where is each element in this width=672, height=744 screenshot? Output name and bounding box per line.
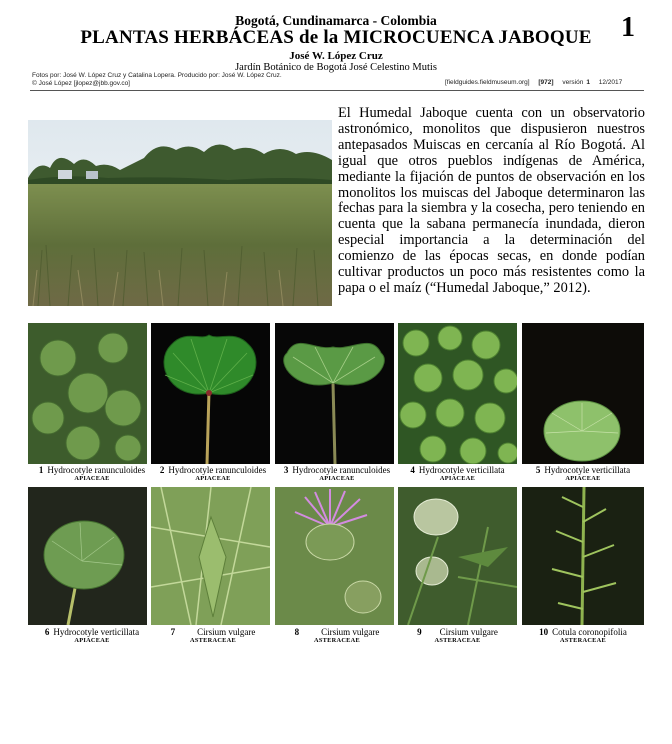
intro-paragraph: El Humedal Jaboque cuenta con un observatorio astronómico, monolitos que dispusieron nuestros antepasados Muiscas en cercanía al Río Bogotá. Al igual que otros pueblos indígenas de América, mediante la fijación de puntos de observación en los monolitos los muiscas del Jaboque determinaron las fechas para la siembra y la cosecha, pero teniendo en cuenta que la sabana permanecía inundada, dieron especial importancia a la determinación del comienzo de las épocas secas, en donde podían cultivar productos un poco más resistentes como la papa o el maíz (“Humedal Jaboque,” 2012). — [338, 105, 645, 296]
species-name: Hydrocotyle verticillata — [418, 465, 505, 475]
site-label: [fieldguides.fieldmuseum.org] — [445, 79, 530, 86]
family-8: ASTERACEAE — [313, 637, 361, 644]
species-name: Hydrocotyle ranunculoides — [168, 465, 267, 475]
institution: Jardín Botánico de Bogotá José Celestino Mutis — [235, 62, 437, 73]
page-title: PLANTAS HERBÁCEAS de la MICROCUENCA JABOQUE — [80, 27, 592, 48]
family-1: APIACEAE — [74, 475, 110, 482]
species-name: Hydrocotyle verticillata — [53, 627, 140, 637]
caption-5: 5 Hydrocotyle verticillata — [535, 465, 631, 475]
plant-photo-9 — [398, 487, 517, 625]
family-3: APIACEAE — [319, 475, 355, 482]
caption-7: 7 Cirsium vulgare — [170, 627, 256, 637]
photo-credits — [32, 72, 282, 88]
caption-9: 9 Cirsium vulgare — [417, 627, 498, 637]
date: 12/2017 — [598, 79, 623, 86]
species-name: Cirsium vulgare — [197, 627, 256, 637]
plant-photo-7 — [151, 487, 270, 625]
plant-photo-10 — [522, 487, 644, 625]
author: José W. López Cruz — [289, 50, 383, 62]
guide-number: [972] — [538, 79, 554, 86]
family-9: ASTERACEAE — [434, 637, 481, 644]
plant-photo-5 — [522, 323, 644, 464]
species-name: Hydrocotyle ranunculoides — [292, 465, 391, 475]
plant-photo-2 — [151, 323, 270, 464]
family-5: APIACEAE — [565, 475, 601, 482]
caption-4: 4 Hydrocotyle verticillata — [410, 465, 505, 475]
species-name: Cotula coronopifolia — [552, 627, 627, 637]
plant-photo-6 — [28, 487, 147, 625]
plant-photo-1 — [28, 323, 147, 464]
plant-photo-4 — [398, 323, 517, 464]
plant-photo-8 — [275, 487, 394, 625]
page-number: 1 — [621, 12, 635, 43]
location-heading: Bogotá, Cundinamarca - Colombia — [235, 13, 437, 28]
version-info: versión 1 — [562, 79, 590, 86]
species-name: Cirsium vulgare — [321, 627, 380, 637]
wetland-landscape-photo — [28, 120, 332, 306]
caption-2: 2 Hydrocotyle ranunculoides — [159, 465, 267, 475]
header-divider — [30, 90, 644, 91]
family-10: ASTERACEAE — [559, 637, 607, 644]
plant-photo-3 — [275, 323, 394, 464]
family-4: APIACEAE — [439, 475, 476, 482]
family-2: APIACEAE — [195, 475, 231, 482]
family-6: APIACEAE — [74, 637, 110, 644]
caption-6: 6 Hydrocotyle verticillata — [44, 627, 140, 637]
caption-8: 8 Cirsium vulgare — [294, 627, 380, 637]
copyright-line: © José López [jlopez@jbb.gov.co] — [32, 80, 130, 87]
credits-line: Fotos por: José W. López Cruz y Catalina Lopera. Producido por: José W. López Cruz. — [32, 72, 282, 79]
guide-meta — [445, 79, 629, 87]
family-7: ASTERACEAE — [189, 637, 237, 644]
caption-3: 3 Hydrocotyle ranunculoides — [283, 465, 391, 475]
caption-1: 1 Hydrocotyle ranunculoides — [38, 465, 146, 475]
species-name: Cirsium vulgare — [439, 627, 498, 637]
caption-10: 10 Cotula coronopifolia — [539, 627, 627, 637]
species-name: Hydrocotyle verticillata — [544, 465, 631, 475]
species-name: Hydrocotyle ranunculoides — [47, 465, 146, 475]
